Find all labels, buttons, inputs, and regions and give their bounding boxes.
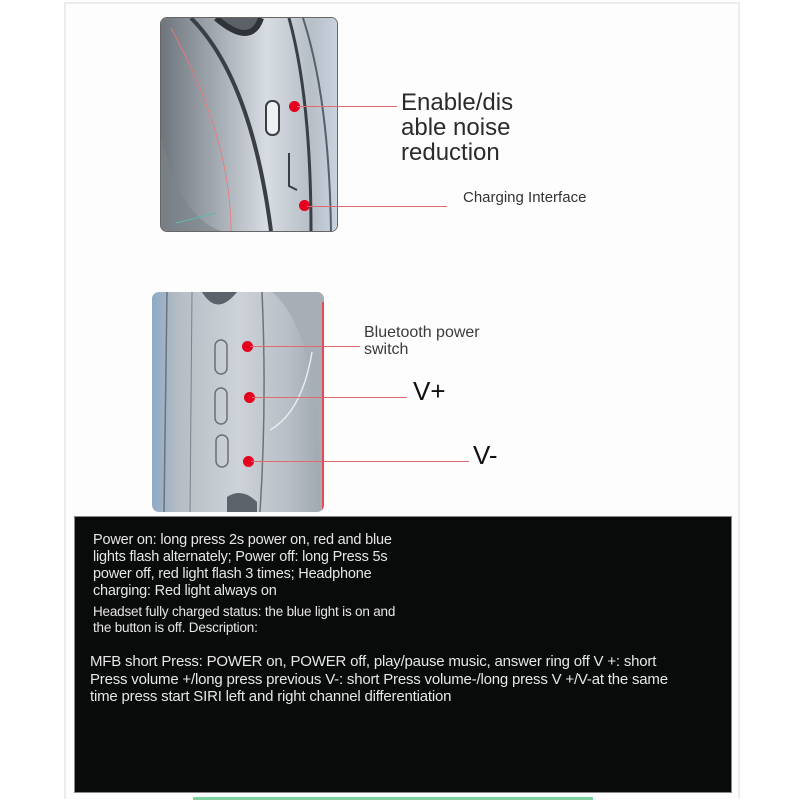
label-line: switch [364,340,409,358]
earcup-buttons-photo [152,292,324,512]
mfb-description: MFB short Press: POWER on, POWER off, play/pause music, answer ring off V +: short Press volume +/long press previous V-: short Press volume-/long press V +/V-at the same time press start SIRI left and right channel differentiation [90,653,668,705]
label-volume-up: V+ [413,376,446,406]
callout-line-vminus [251,461,469,462]
power-description: Power on: long press 2s power on, red and blue lights flash alternately; Power off: long Press 5s power off, red light flash 3 times; Headphone charging: Red light always on [93,532,392,599]
label-charging-interface: Charging Interface [463,189,587,206]
label-bluetooth-power-switch [364,325,514,359]
label-line: Enable/dis [401,89,514,116]
description-panel [74,516,732,793]
earcup-top-photo [160,17,338,232]
label-line: Bluetooth power [364,324,480,341]
label-noise-reduction [401,90,561,166]
callout-line-vplus [252,397,407,398]
earcup-buttons-illustration [152,292,324,512]
label-line: reduction [401,139,500,167]
earcup-top-illustration [161,18,337,231]
label-volume-down: V- [473,440,498,470]
label-line: able noise [401,114,511,142]
charged-status-description: Headset fully charged status: the blue light is on and the button is off. Description: [93,604,396,635]
callout-line-charge [307,206,447,207]
callout-line-anc [297,106,397,107]
callout-line-bt [250,346,360,347]
